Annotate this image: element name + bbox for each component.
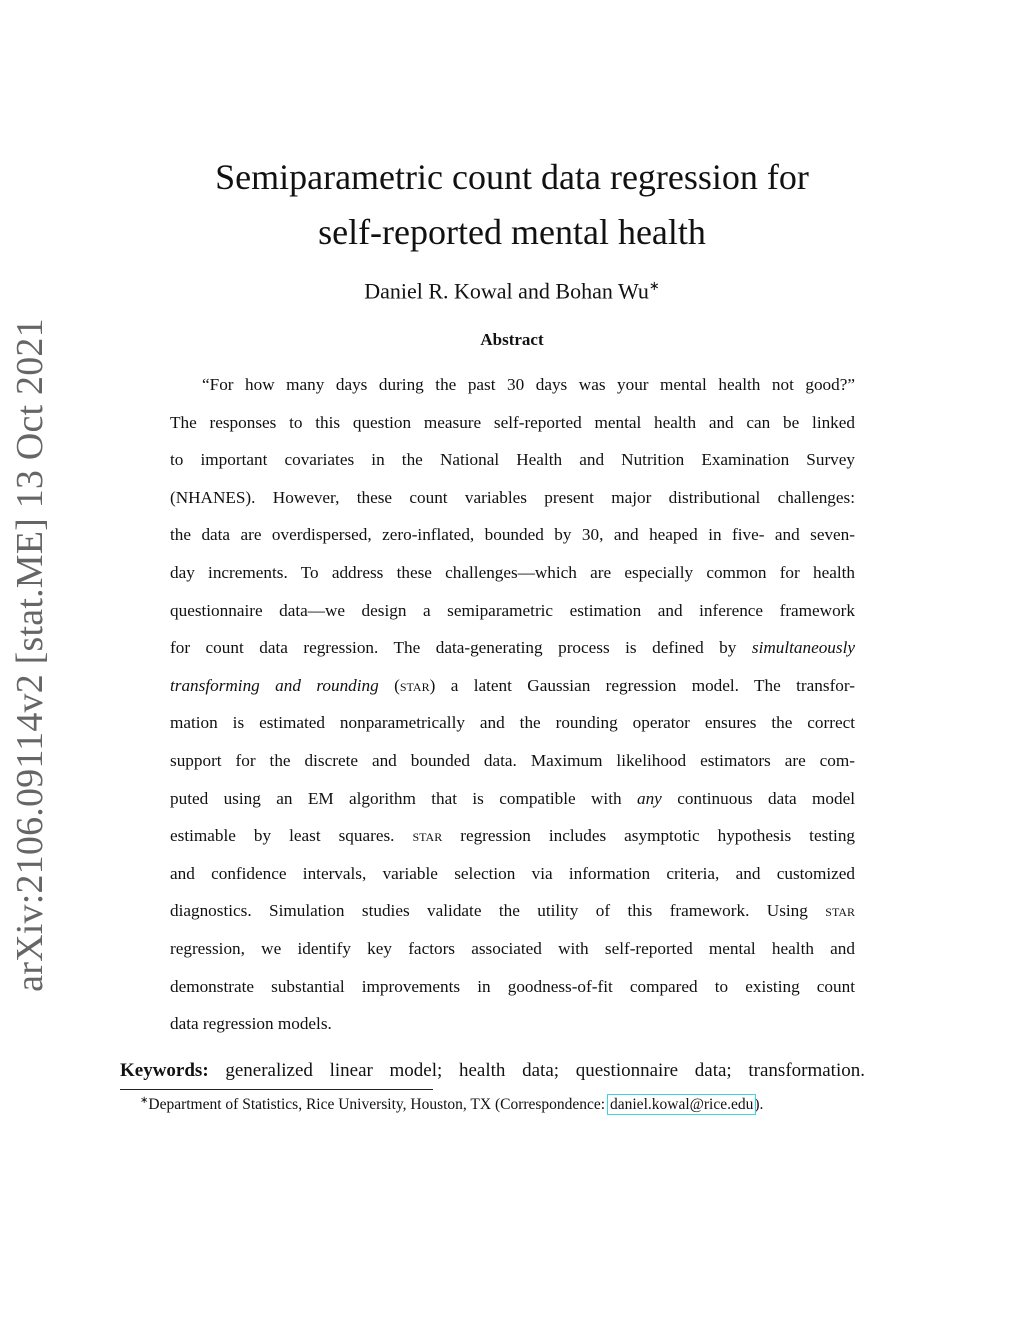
abstract-line xyxy=(170,780,855,818)
arxiv-identifier-stamp xyxy=(8,0,52,992)
title-line-1: Semiparametric count data regression for xyxy=(215,157,809,197)
affiliation-footnote xyxy=(140,1095,763,1114)
abstract-line xyxy=(170,892,855,930)
abstract-fragment: ( xyxy=(378,675,400,695)
author-footnote-mark: ∗ xyxy=(648,278,660,293)
star-acronym: star xyxy=(412,826,443,846)
keywords-text: generalized linear model; health data; questionnaire data; transformation. xyxy=(208,1060,865,1081)
abstract-emphasis: transforming and rounding xyxy=(170,675,379,695)
abstract-line: to important covariates in the National Health and Nutrition Examination Survey xyxy=(170,450,855,470)
keywords-label: Keywords: xyxy=(120,1060,209,1081)
abstract-emphasis: simultaneously xyxy=(751,638,855,658)
abstract-line: the data are overdispersed, zero-inflated, bounded by 30, and heaped in five- and seven- xyxy=(170,525,855,545)
abstract-line xyxy=(170,667,855,705)
abstract-line xyxy=(170,817,855,855)
abstract-emphasis: any xyxy=(636,788,662,808)
star-acronym: star xyxy=(399,675,430,695)
abstract-fragment: estimable by least squares. xyxy=(170,826,413,846)
arxiv-stamp-text: arXiv:2106.09114v2 [stat.ME] 13 Oct 2021 xyxy=(9,318,51,992)
abstract-fragment: ) a latent Gaussian regression model. The transfor- xyxy=(429,675,855,695)
footnote-closing: ). xyxy=(754,1096,764,1114)
abstract-body xyxy=(170,366,855,1043)
abstract-heading: Abstract xyxy=(480,330,544,349)
author-names: Daniel R. Kowal and Bohan Wu xyxy=(364,278,649,304)
abstract-line: day increments. To address these challenges—which are especially common for health xyxy=(170,562,855,582)
keywords xyxy=(120,1060,865,1082)
abstract-fragment: for count data regression. The data-generating process is defined by xyxy=(170,638,752,658)
title-line-2: self-reported mental health xyxy=(318,212,706,252)
abstract-fragment: continuous data model xyxy=(661,788,855,808)
abstract-line: mation is estimated nonparametrically and the rounding operator ensures the correct xyxy=(170,713,855,733)
abstract-line: support for the discrete and bounded data. Maximum likelihood estimators are com- xyxy=(170,750,855,770)
abstract-line: (NHANES). However, these count variables present major distributional challenges: xyxy=(170,487,855,507)
footnote-affiliation: Department of Statistics, Rice University, Houston, TX (Correspondence: xyxy=(148,1096,609,1114)
abstract-line: The responses to this question measure self-reported mental health and can be linked xyxy=(170,412,855,432)
abstract-line: demonstrate substantial improvements in goodness-of-fit compared to existing count xyxy=(170,976,855,996)
footnote-mark: ∗ xyxy=(140,1095,149,1106)
abstract-fragment: puted using an EM algorithm that is compatible with xyxy=(170,788,637,808)
author-list xyxy=(0,278,1024,304)
paper-title xyxy=(0,150,1024,260)
abstract-line: questionnaire data—we design a semiparametric estimation and inference framework xyxy=(170,600,855,620)
star-acronym: star xyxy=(825,901,855,921)
abstract-fragment: diagnostics. Simulation studies validate the utility of this framework. Using xyxy=(170,901,826,921)
abstract-line: “For how many days during the past 30 days was your mental health not good?” xyxy=(202,375,855,394)
abstract-line xyxy=(170,629,855,667)
abstract-line: data regression models. xyxy=(170,1014,332,1034)
abstract-fragment: regression includes asymptotic hypothesis testing xyxy=(442,826,856,846)
abstract-line: and confidence intervals, variable selection via information criteria, and customized xyxy=(170,863,855,883)
footnote-divider xyxy=(120,1089,433,1090)
abstract-line: regression, we identify key factors associated with self-reported mental health and xyxy=(170,938,855,958)
email-link[interactable]: daniel.kowal@rice.edu xyxy=(610,1096,754,1114)
